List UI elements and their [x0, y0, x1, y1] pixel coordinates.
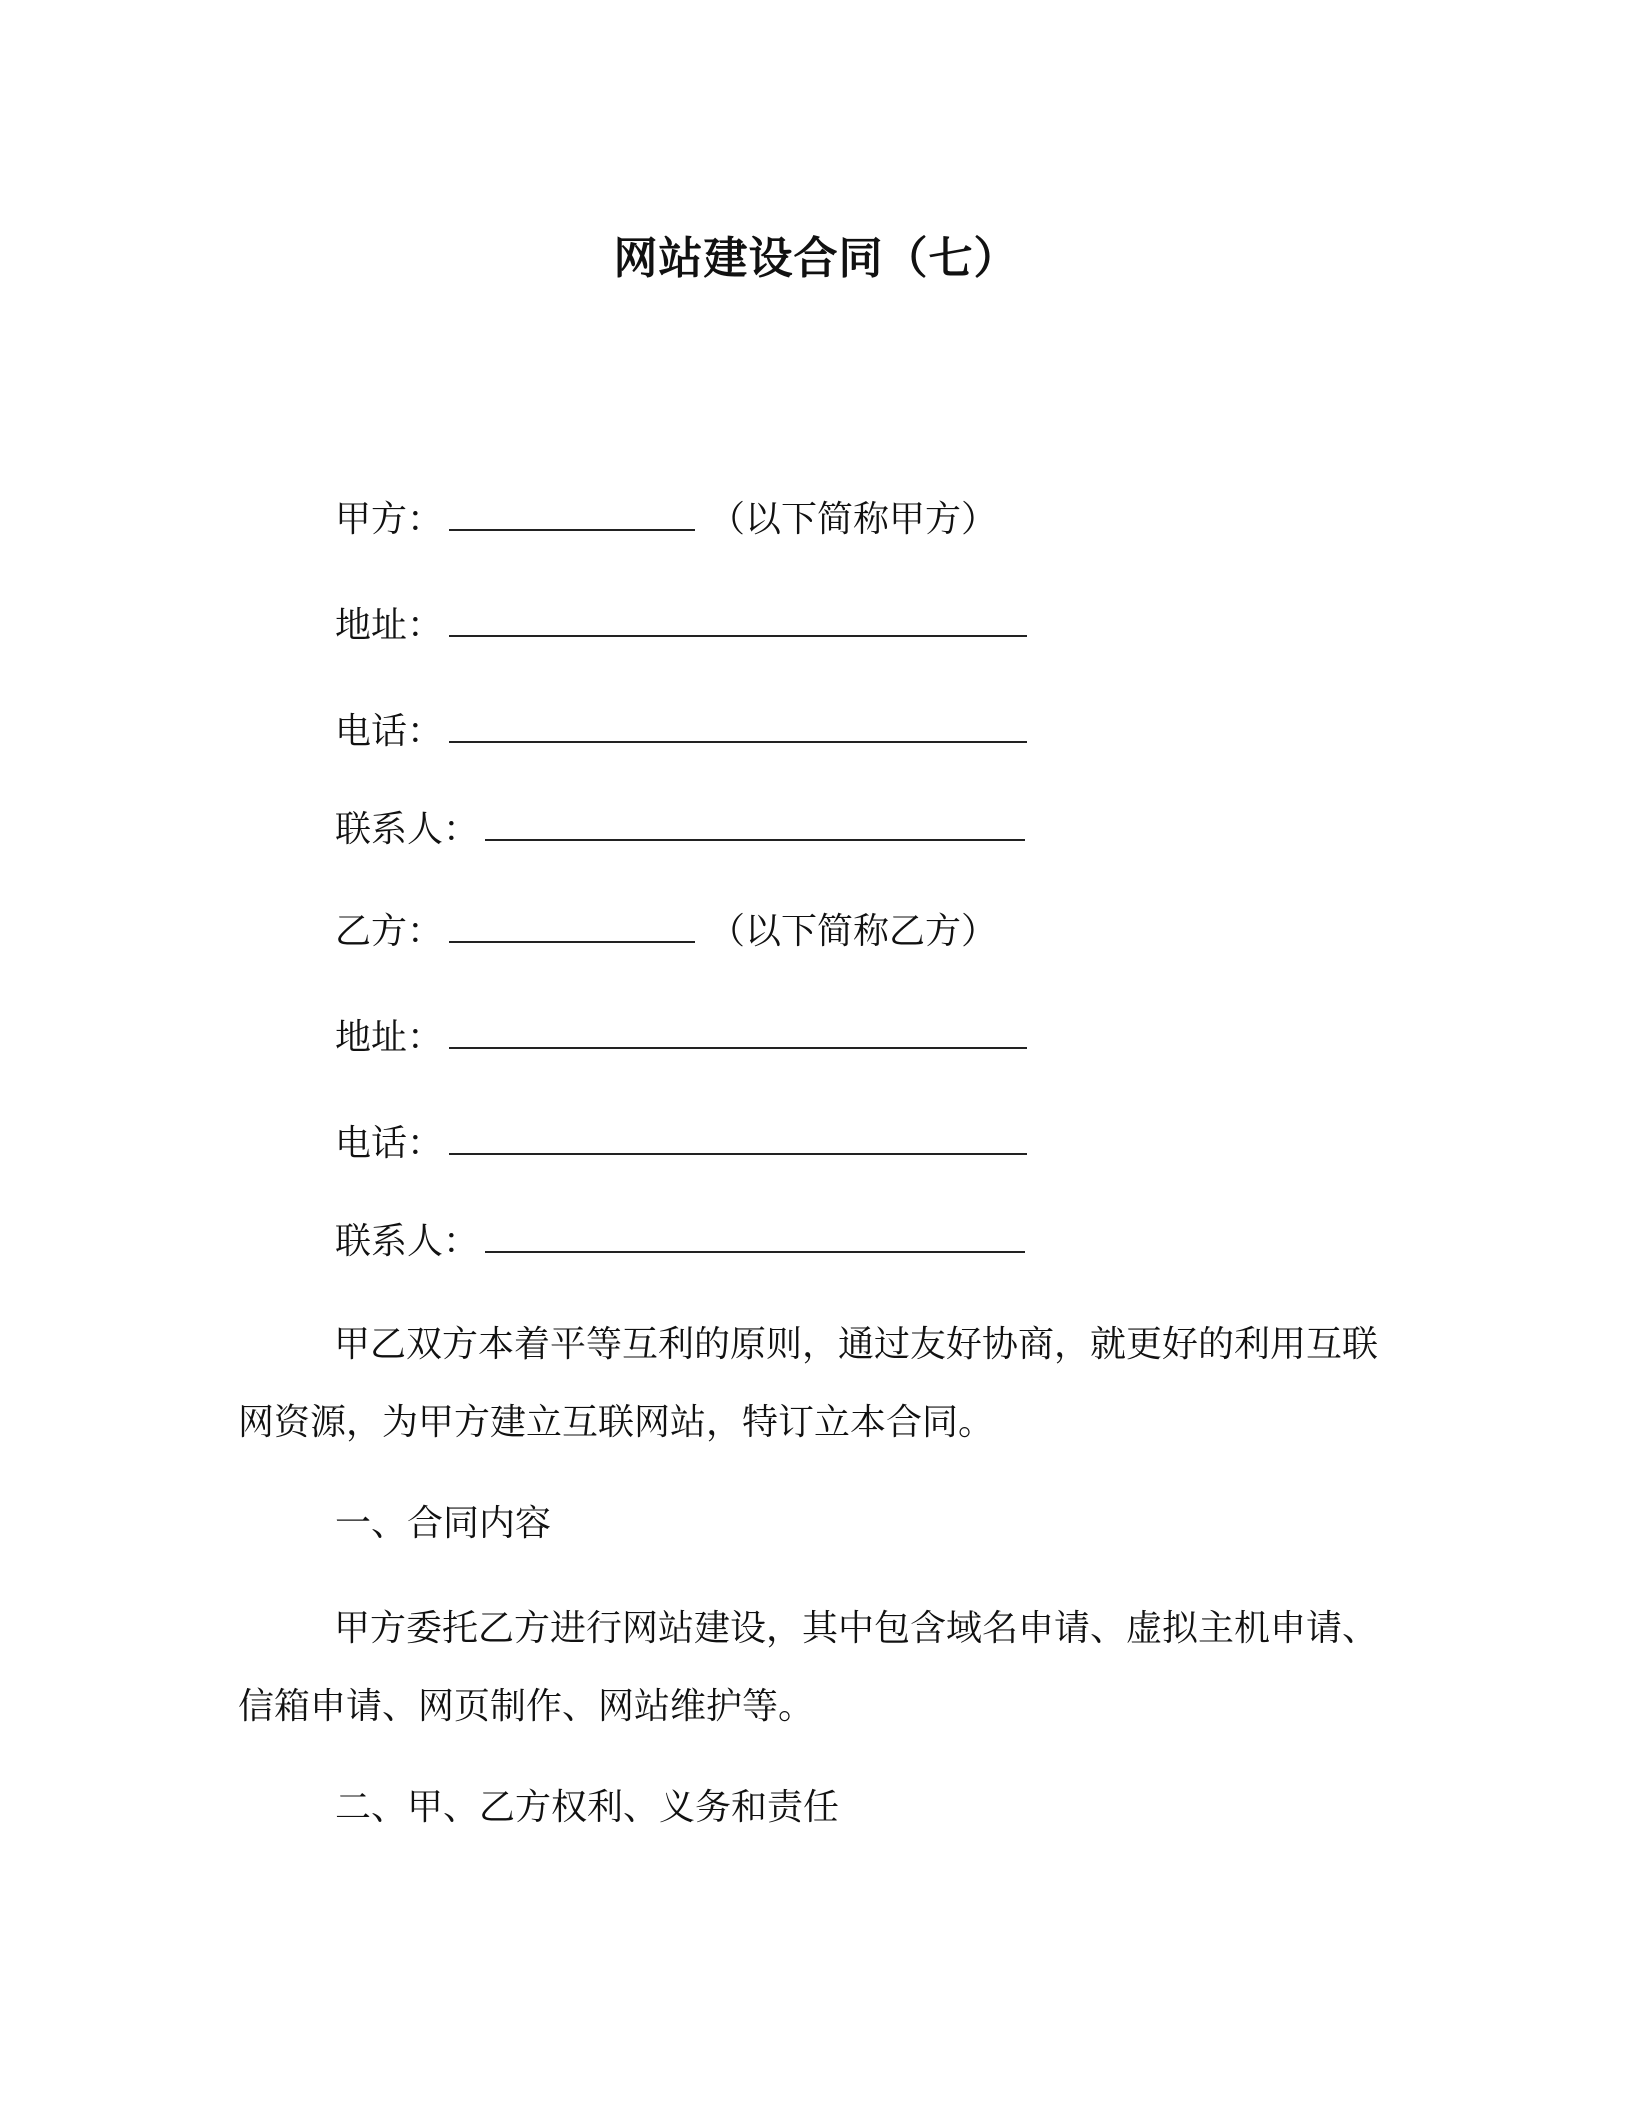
party-b-contact-label: 联系人：: [335, 1221, 480, 1262]
party-b-name-suffix: （以下简称乙方）: [709, 911, 998, 952]
party-a-name-line: [335, 498, 997, 542]
party-b-name-blank: [449, 911, 695, 943]
party-b-address-label: 地址：: [335, 1017, 444, 1058]
preamble-paragraph: 甲乙双方本着平等互利的原则，通过友好协商，就更好的利用互联网资源，为甲方建立互联网站，特订立本合同。: [238, 1324, 1379, 1443]
party-a-phone-blank: [449, 711, 1027, 743]
party-b-address-blank: [449, 1017, 1027, 1049]
party-a-name-label: 甲方：: [335, 499, 444, 540]
party-b-name-label: 乙方：: [335, 911, 444, 952]
party-a-contact-blank: [485, 809, 1025, 841]
party-b-phone-label: 电话：: [335, 1123, 444, 1164]
party-a-contact-line: [335, 808, 1025, 852]
party-a-name-blank: [449, 499, 695, 531]
party-a-phone-line: [335, 710, 1027, 754]
party-a-name-suffix: （以下简称甲方）: [709, 499, 998, 540]
party-a-contact-label: 联系人：: [335, 809, 480, 850]
party-b-phone-line: [335, 1122, 1027, 1166]
party-a-address-label: 地址：: [335, 605, 444, 646]
party-b-name-line: [335, 910, 997, 954]
section-2-heading: 二、甲、乙方权利、义务和责任: [335, 1787, 840, 1828]
party-a-address-blank: [449, 605, 1027, 637]
document-title: 网站建设合同（七）: [613, 233, 1019, 284]
party-a-phone-label: 电话：: [335, 711, 444, 752]
party-a-address-line: [335, 604, 1027, 648]
party-b-phone-blank: [449, 1123, 1027, 1155]
section-1-heading: 一、合同内容: [335, 1503, 552, 1544]
party-b-address-line: [335, 1016, 1027, 1060]
party-b-contact-blank: [485, 1221, 1025, 1253]
party-b-contact-line: [335, 1220, 1025, 1264]
section-1-body: 甲方委托乙方进行网站建设，其中包含域名申请、虚拟主机申请、信箱申请、网页制作、网站维护等。: [238, 1608, 1379, 1727]
